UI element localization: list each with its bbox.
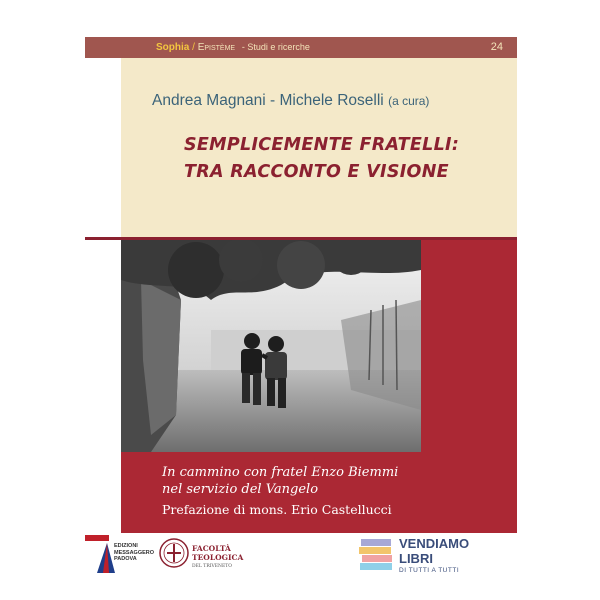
series-label	[156, 42, 310, 53]
two-children-walking-photo	[121, 240, 421, 452]
em-line-3: PADOVA	[114, 556, 137, 562]
series-number: 24	[490, 41, 503, 53]
series-subtitle: - Studi e ricerche	[241, 42, 310, 52]
book-stack-icon	[359, 537, 395, 573]
red-panel	[121, 240, 517, 533]
preface-credit: Prefazione di mons. Erio Castellucci	[162, 502, 392, 517]
ft-line-1: FACOLTÀ	[192, 544, 231, 553]
messaggero-text	[114, 543, 154, 563]
series-name-second: Epistème	[197, 42, 236, 53]
title-panel	[121, 58, 517, 239]
cover-photo	[121, 240, 421, 452]
book-authors	[152, 92, 429, 110]
book-title	[184, 132, 519, 186]
subtitle-line-1: In cammino con fratel Enzo Biemmi	[162, 465, 399, 480]
badge-line-3: DI TUTTI A TUTTI	[399, 567, 460, 574]
title-line-1: SEMPLICEMENTE FRATELLI:	[184, 135, 460, 155]
series-bar	[85, 37, 517, 58]
em-line-1: EDIZIONI	[114, 543, 138, 549]
left-margin-strip	[85, 58, 121, 238]
badge-line-2: LIBRI	[399, 551, 433, 566]
authors-names: Andrea Magnani - Michele Roselli	[152, 92, 384, 109]
publisher-logos	[85, 533, 517, 575]
subtitle-line-2: nel servizio del Vangelo	[162, 482, 319, 497]
facolta-text	[192, 544, 243, 571]
book-subtitle	[162, 464, 492, 498]
facolta-teologica-logo	[158, 535, 258, 575]
messaggero-logo	[85, 533, 155, 575]
ft-line-3: DEL TRIVENETO	[192, 564, 232, 569]
title-line-2: TRA RACCONTO E VISIONE	[184, 162, 449, 182]
series-separator: /	[192, 42, 195, 53]
ft-line-2: TEOLOGICA	[192, 553, 244, 562]
seal-icon	[158, 535, 190, 571]
badge-line-1: VENDIAMO	[399, 536, 470, 551]
editor-note: (a cura)	[388, 94, 430, 108]
series-name-main: Sophia	[156, 42, 190, 53]
vendiamo-libri-badge	[359, 537, 509, 575]
book-cover	[85, 37, 517, 575]
em-line-2: MESSAGGERO	[114, 549, 155, 556]
